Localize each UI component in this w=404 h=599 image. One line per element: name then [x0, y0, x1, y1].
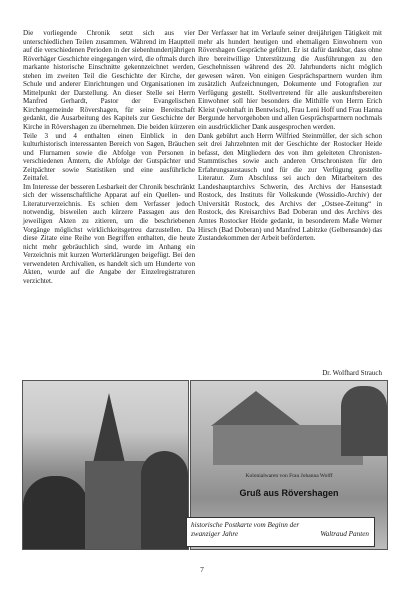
right-text-column [198, 29, 382, 243]
paragraph: Die vorliegende Chronik setzt sich aus vier unterschiedlichen Teilen zusammen. Während im Hauptteil auf die verschiedenen Perioden in der siebenhundertjährigen Röverhäger Geschichte eingegangen wird, die oftmals durch markante historische Einschnitte gekennzeichnet werden, stehen im zweiten Teil die Geschichte der Kirche, der Schule und anderer Einrichtungen und Organisationen im Mittelpunkt der Darstellung. An dieser Stelle sei Herrn Manfred Gerhardt, Pastor der Evangelischen Kirchengemeinde Rövershagen, für seine Bereitschaft gedankt, die Ausarbeitung des Kapitels zur Geschichte der Kirche in Rövershagen zu übernehmen. Die beiden kürzeren Teile 3 und 4 enthalten einen Einblick in den kulturhistorisch interessanten Bereich von Sagen, Bräuchen und Flurnamen sowie die Abfolge von Personen in verschiedenen Ämtern, die Abfolge der Gutspächter und Zeitpächter sowie Statistiken und eine ausführliche Zeittafel. [23, 29, 195, 183]
postcard-shop-label: Kolonialwaren von Frau Johanna Wolff [245, 473, 333, 479]
paragraph: Im Interesse der besseren Lesbarkeit der Chronik beschränkt sich der wissenschaftliche Apparat auf ein Quellen- und Literaturverzeichnis. Es schien dem Verfasser jedoch notwendig, bisweilen auch kürzere Passagen aus den jeweiligen Akten zu zitieren, um die beschriebenen Vorgänge möglichst wirklichkeitsgetreu darzustellen. Da diese Zitate eine Reihe von Begriffen enthalten, die heute nicht mehr gebräuchlich sind, wurde im Anhang ein Verzeichnis mit kurzen Worterklärungen beigefügt. Bei den verwendeten Archivalien, es handelt sich um Hunderte von Akten, wurde auf die Angabe der Einzelregistraturen verzichtet. [23, 182, 195, 285]
tree-shape [23, 476, 88, 549]
tree-shape [341, 386, 387, 456]
caption-text: historische Postkarte vom Beginn der zwanziger Jahre [191, 521, 300, 538]
photo-caption-box [186, 517, 375, 547]
church-photo [22, 380, 189, 550]
church-tower-shape [93, 393, 125, 463]
paragraph: Der Verfasser hat im Verlaufe seiner dreijährigen Tätigkeit mit mehr als hundert heutigen und ehemaligen Einwohnern von Rövershagen Gespräche geführt. Er ist dafür dankbar, dass ohne ihre bereitwillige Unterstützung die Ausführungen zu den Geschehnissen während des 20. Jahrhunderts nicht möglich gewesen wären. Von einigen Gesprächspartnern wurden ihm zusätzlich Aufzeichnungen, Dokumente und Fotografien zur Verfügung gestellt. Stellvertretend für alle auskunftsbereiten Einwohner soll hier besonders die Mithilfe von Herrn Erich Kleist (wohnhaft in Bentwisch), Frau Leni Hoff und Frau Hanna Bergunde hervorgehoben und allen Gesprächspartnern nochmals ein ausdrücklicher Dank ausgesprochen werden. [198, 29, 382, 132]
house-roof-shape [211, 391, 301, 426]
caption-credit: Waltraud Panten [320, 530, 369, 538]
author-signature: Dr. Wolfhard Strauch [322, 369, 382, 377]
postcard-greeting-title: Gruß aus Rövershagen [239, 488, 339, 498]
paragraph: Dank gebührt auch Herrn Wilfried Steinmüller, der sich schon seit drei Jahrzehnten mit der Geschichte der Rostocker Heide befasst, den Mitgliedern des von ihm geleiteten Chronisten-Stammtisches sowie auch anderen Ortschronisten für den Erfahrungsaustausch und für die zur Verfügung gestellte Literatur. Zum Abschluss sei auch den Mitarbeitern des Landeshauptarchivs Schwerin, des Archivs der Hansestadt Rostock, des Instituts für Volkskunde (Wossidlo-Archiv) der Universität Rostock, des Archivs der „Ostsee-Zeitung“ in Rostock, des Kreisarchivs Bad Doberan und des Archivs des Amtes Rostocker Heide gedankt, in besonderem Maße Werner Hirsch (Bad Doberan) und Manfred Labitzke (Gelbensande) das Zustandekommen der Arbeit beförderten. [198, 131, 382, 243]
church-nave-shape [85, 461, 145, 549]
left-text-column [23, 29, 195, 285]
page-number: 7 [200, 565, 204, 574]
tree-shape [141, 451, 188, 549]
